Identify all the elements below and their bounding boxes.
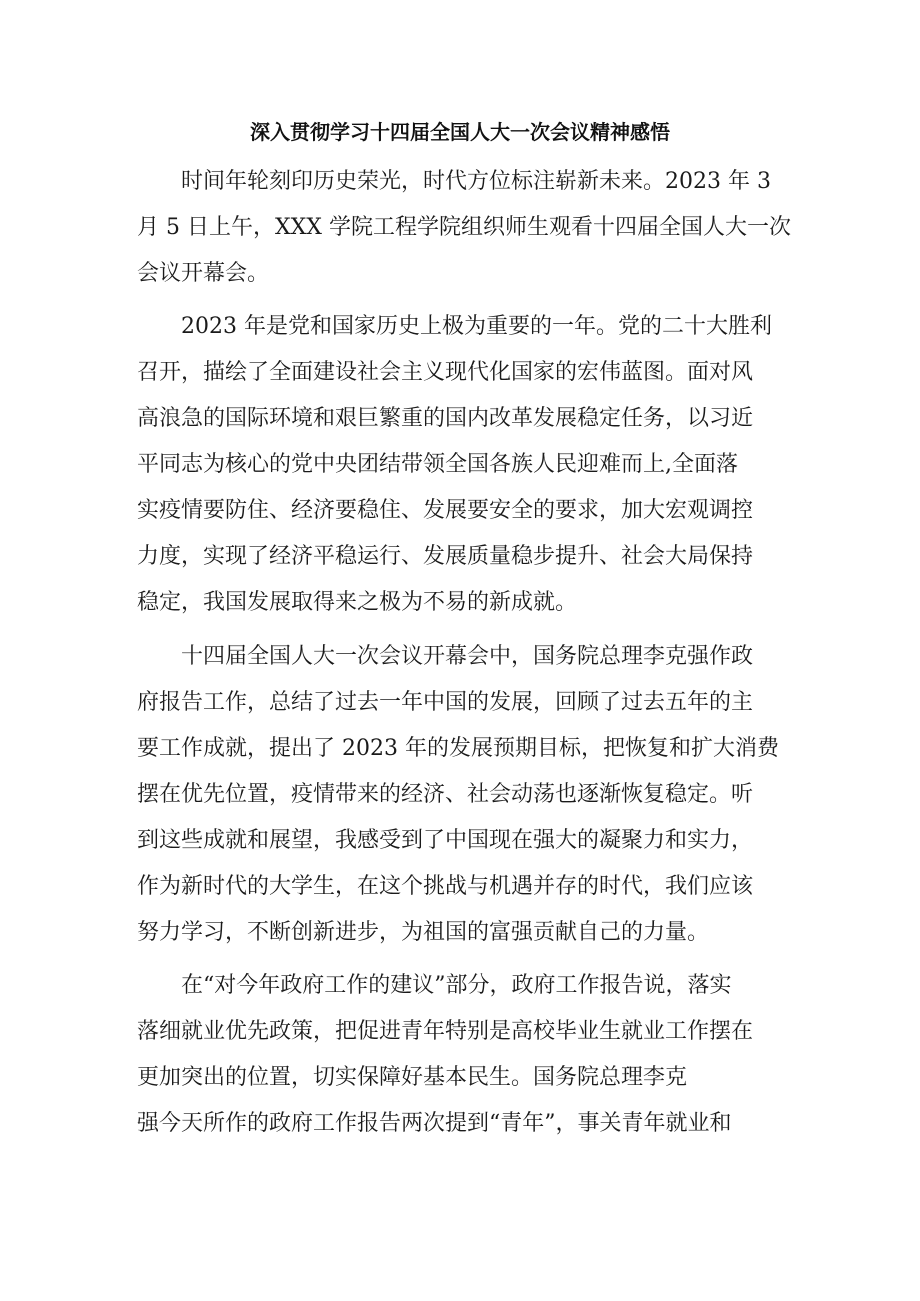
text-line: 十四届全国人大一次会议开幕会中，国务院总理李克强作政 [181, 644, 754, 669]
text-line: 努力学习，不断创新进步，为祖国的富强贡献自己的力量。 [137, 920, 710, 945]
text-line: 力度，实现了经济平稳运行、发展质量稳步提升、社会大局保持 [137, 544, 754, 569]
text-line: 府报告工作，总结了过去一年中国的发展，回顾了过去五年的主 [137, 690, 754, 715]
text-line: 稳定，我国发展取得来之极为不易的新成就。 [137, 590, 578, 615]
text-line: 高浪急的国际环境和艰巨繁重的国内改革发展稳定任务，以习近 [137, 406, 754, 431]
text-line: 平同志为核心的党中央团结带领全国各族人民迎难而上,全面落 [137, 452, 738, 477]
text-line: 到这些成就和展望，我感受到了中国现在强大的凝聚力和实力， [137, 828, 754, 853]
text-line: 落细就业优先政策，把促进青年特别是高校毕业生就业工作摆在 [137, 1019, 754, 1044]
text-line: 强今天所作的政府工作报告两次提到“青年”，事关青年就业和 [137, 1111, 732, 1136]
text-line: 实疫情要防住、经济要稳住、发展要安全的要求，加大宏观调控 [137, 498, 754, 523]
text-line: 召开，描绘了全面建设社会主义现代化国家的宏伟蓝图。面对风 [137, 360, 754, 385]
text-line: 时间年轮刻印历史荣光，时代方位标注崭新未来。2023 年 3 [181, 169, 771, 194]
text-line: 2023 年是党和国家历史上极为重要的一年。党的二十大胜利 [181, 314, 772, 339]
text-line: 会议开幕会。 [137, 261, 270, 286]
document-title: 深入贯彻学习十四届全国人大一次会议精神感悟 [250, 120, 670, 144]
text-line: 要工作成就，提出了 2023 年的发展预期目标，把恢复和扩大消费 [137, 736, 779, 761]
text-line: 月 5 日上午，XXX 学院工程学院组织师生观看十四届全国人大一次 [137, 215, 791, 240]
text-line: 在“对今年政府工作的建议”部分，政府工作报告说，落实 [181, 973, 732, 998]
text-line: 作为新时代的大学生，在这个挑战与机遇并存的时代，我们应该 [137, 874, 754, 899]
text-line: 摆在优先位置，疫情带来的经济、社会动荡也逐渐恢复稳定。听 [137, 782, 754, 807]
text-line: 更加突出的位置，切实保障好基本民生。国务院总理李克 [137, 1065, 688, 1090]
